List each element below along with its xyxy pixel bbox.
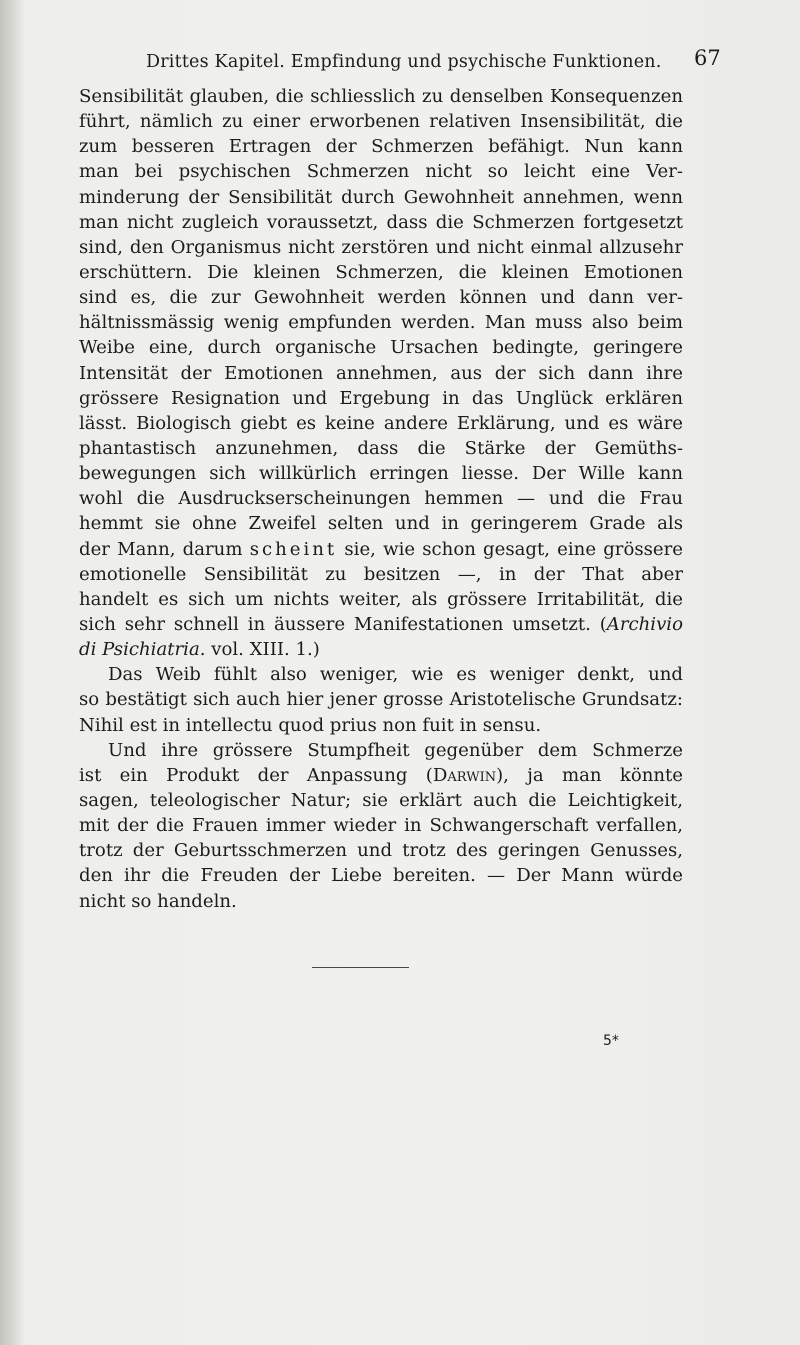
journal-title: di Psichiatria. <box>79 639 206 661</box>
text-line <box>79 612 683 637</box>
emphasized-word: scheint <box>249 538 338 560</box>
text-run: ), ja man könnte <box>496 764 683 786</box>
text-line: den ihr die Freuden der Liebe bereiten. — Der Mann würde <box>79 865 683 887</box>
text-line: Nihil est in intellectu quod prius non fuit in sensu. <box>79 714 542 736</box>
text-line: Das Weib fühlt also weniger, wie es weniger denkt, und <box>108 664 683 686</box>
text-line: phantastisch anzunehmen, dass die Stärke der Gemüths- <box>79 437 683 459</box>
printer-signature: 5* <box>603 1033 619 1049</box>
text-line: Und ihre grössere Stumpfheit gegenüber dem Schmerze <box>108 739 683 761</box>
text-line: handelt es sich um nichts weiter, als grössere Irritabilität, die <box>79 588 683 610</box>
text-line: zum besseren Ertragen der Schmerzen befähigt. Nun kann <box>79 136 683 158</box>
text-line <box>79 763 683 788</box>
text-run: sie, wie schon gesagt, eine grössere <box>344 538 683 560</box>
text-line: bewegungen sich willkürlich erringen liesse. Der Wille kann <box>79 463 683 485</box>
text-run: sich sehr schnell in äussere Manifestationen umsetzt. ( <box>79 613 607 635</box>
text-line: lässt. Biologisch giebt es keine andere Erklärung, und es wäre <box>79 412 683 434</box>
body-text <box>79 84 683 914</box>
text-line: trotz der Geburtsschmerzen und trotz des geringen Genusses, <box>79 840 683 862</box>
text-run: der Mann, darum <box>79 538 243 560</box>
text-line: hemmt sie ohne Zweifel selten und in geringerem Grade als <box>79 513 683 535</box>
text-line: minderung der Sensibilität durch Gewohnheit annehmen, wenn <box>79 186 683 208</box>
text-line: sind es, die zur Gewohnheit werden können und dann ver- <box>79 287 683 309</box>
page-number: 67 <box>694 46 721 70</box>
text-line: hältnissmässig wenig empfunden werden. Man muss also beim <box>79 312 683 334</box>
closing-rule <box>312 967 409 968</box>
text-line: erschüttern. Die kleinen Schmerzen, die kleinen Emotionen <box>79 261 683 283</box>
text-line: mit der die Frauen immer wieder in Schwangerschaft verfallen, <box>79 815 683 837</box>
text-line: so bestätigt sich auch hier jener grosse Aristotelische Grundsatz: <box>79 689 683 711</box>
text-line: man nicht zugleich voraussetzt, dass die Schmerzen fortgesetzt <box>79 211 683 233</box>
text-line <box>79 537 683 562</box>
running-head: Drittes Kapitel. Empfindung und psychische Funktionen. <box>146 52 662 72</box>
text-line: Weibe eine, durch organische Ursachen bedingte, geringere <box>79 337 683 359</box>
text-line: emotionelle Sensibilität zu besitzen —, in der That aber <box>79 563 683 585</box>
journal-title: Archivio <box>606 613 683 635</box>
author-name: Darwin <box>432 764 497 786</box>
text-line: sind, den Organismus nicht zerstören und nicht einmal allzusehr <box>79 236 683 258</box>
text-line <box>79 637 683 662</box>
text-line: Sensibilität glauben, die schliesslich zu denselben Konsequenzen <box>79 86 683 107</box>
text-run: vol. XIII. 1.) <box>211 639 320 661</box>
text-line: man bei psychischen Schmerzen nicht so leicht eine Ver- <box>79 161 683 183</box>
text-line: grössere Resignation und Ergebung in das Unglück erklären <box>79 387 683 409</box>
text-line: sagen, teleologischer Natur; sie erklärt auch die Leichtigkeit, <box>79 789 683 811</box>
text-line: wohl die Ausdruckserscheinungen hemmen — und die Frau <box>79 488 683 510</box>
text-line: führt, nämlich zu einer erworbenen relativen Insensibilität, die <box>79 111 683 133</box>
text-line: nicht so handeln. <box>79 890 237 912</box>
text-run: ist ein Produkt der Anpassung ( <box>79 764 433 786</box>
text-line: Intensität der Emotionen annehmen, aus der sich dann ihre <box>79 362 683 384</box>
